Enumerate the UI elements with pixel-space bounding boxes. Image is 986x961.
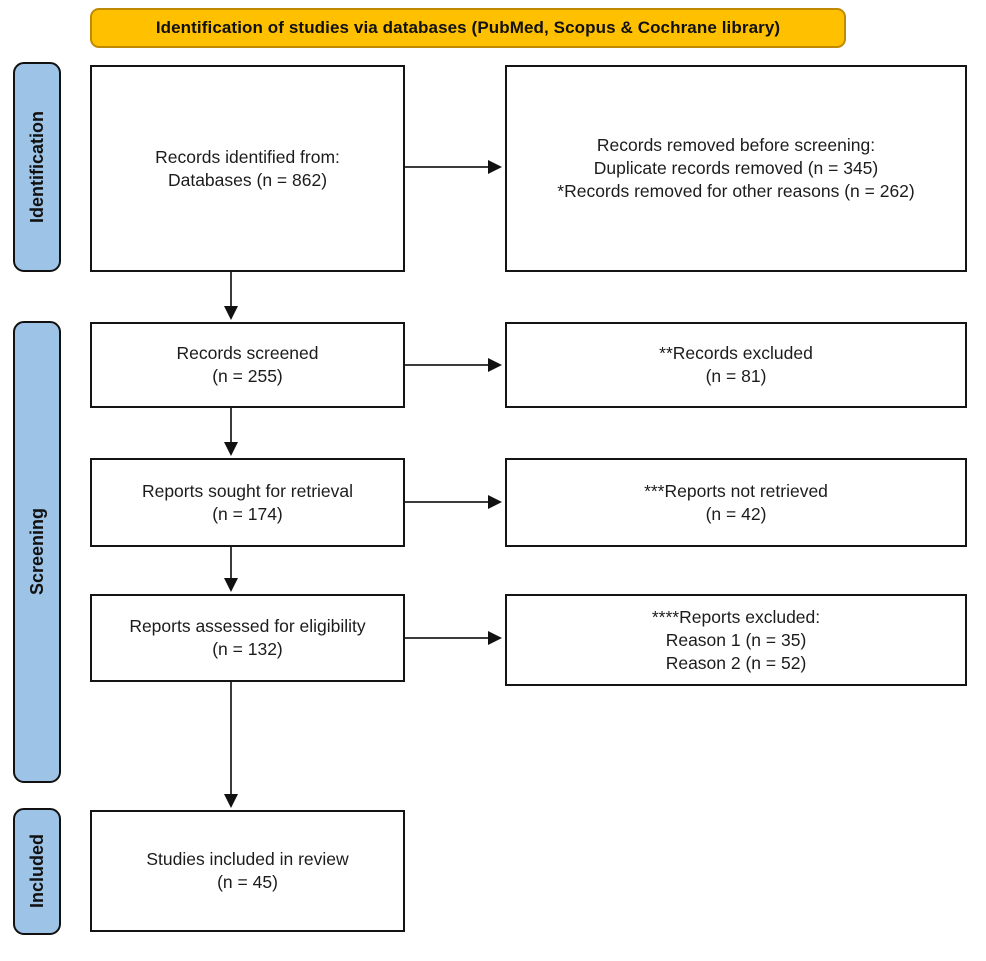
box-text-line: Reports assessed for eligibility — [129, 616, 366, 636]
stage-label-screening — [13, 321, 61, 783]
arrow-sought-to-not-retrieved — [405, 495, 502, 509]
stage-label-included-text: Included — [26, 834, 47, 909]
flow-box-records-screened — [90, 322, 405, 408]
diagram-title: Identification of studies via databases (PubMed, Scopus & Cochrane library) — [155, 18, 781, 37]
box-text-line: Reports sought for retrieval — [141, 480, 354, 501]
flow-box-reports-excluded — [505, 594, 967, 686]
flow-box-studies-included — [90, 810, 405, 932]
arrow-sought-to-assessed — [224, 547, 238, 592]
box-text-line: Reason 2 (n = 52) — [665, 652, 807, 673]
arrow-assessed-to-excluded — [405, 631, 502, 645]
stage-label-identification-text: Identification — [26, 111, 47, 223]
flow-box-reports-not-retrieved — [505, 458, 967, 547]
box-text-line: ***Reports not retrieved — [644, 480, 828, 501]
box-text-line: Databases (n = 862) — [167, 169, 328, 190]
box-text-line: (n = 45) — [217, 872, 278, 892]
flow-box-reports-sought — [90, 458, 405, 547]
box-text-line: Records removed before screening: — [596, 135, 876, 155]
arrow-identified-to-screened — [224, 272, 238, 320]
box-text-line: (n = 132) — [212, 639, 283, 659]
arrow-screened-to-sought — [224, 408, 238, 456]
arrow-assessed-to-included — [224, 682, 238, 808]
arrow-identified-to-removed — [405, 160, 502, 174]
box-text-line: ****Reports excluded: — [651, 606, 821, 627]
box-text-line: Records identified from: — [155, 146, 340, 167]
box-text-line: (n = 42) — [705, 503, 767, 524]
box-text-line: Duplicate records removed (n = 345) — [593, 158, 879, 178]
box-text-line: Records screened — [176, 343, 319, 363]
box-text-line: (n = 255) — [212, 366, 283, 386]
box-text-line: **Records excluded — [659, 343, 813, 363]
diagram-title-banner — [90, 8, 846, 48]
stage-label-included — [13, 808, 61, 935]
arrow-screened-to-excluded — [405, 358, 502, 372]
box-text-line: Reason 1 (n = 35) — [665, 629, 807, 650]
box-text-line: *Records removed for other reasons (n = 262) — [557, 181, 915, 201]
flow-box-records-removed — [505, 65, 967, 272]
box-text-line: (n = 174) — [212, 503, 283, 524]
flow-box-records-excluded — [505, 322, 967, 408]
stage-label-screening-text: Screening — [26, 508, 47, 596]
stage-label-identification — [13, 62, 61, 272]
box-text-line: (n = 81) — [705, 366, 767, 386]
flow-box-records-identified — [90, 65, 405, 272]
box-text-line: Studies included in review — [146, 849, 349, 869]
flow-box-reports-assessed — [90, 594, 405, 682]
